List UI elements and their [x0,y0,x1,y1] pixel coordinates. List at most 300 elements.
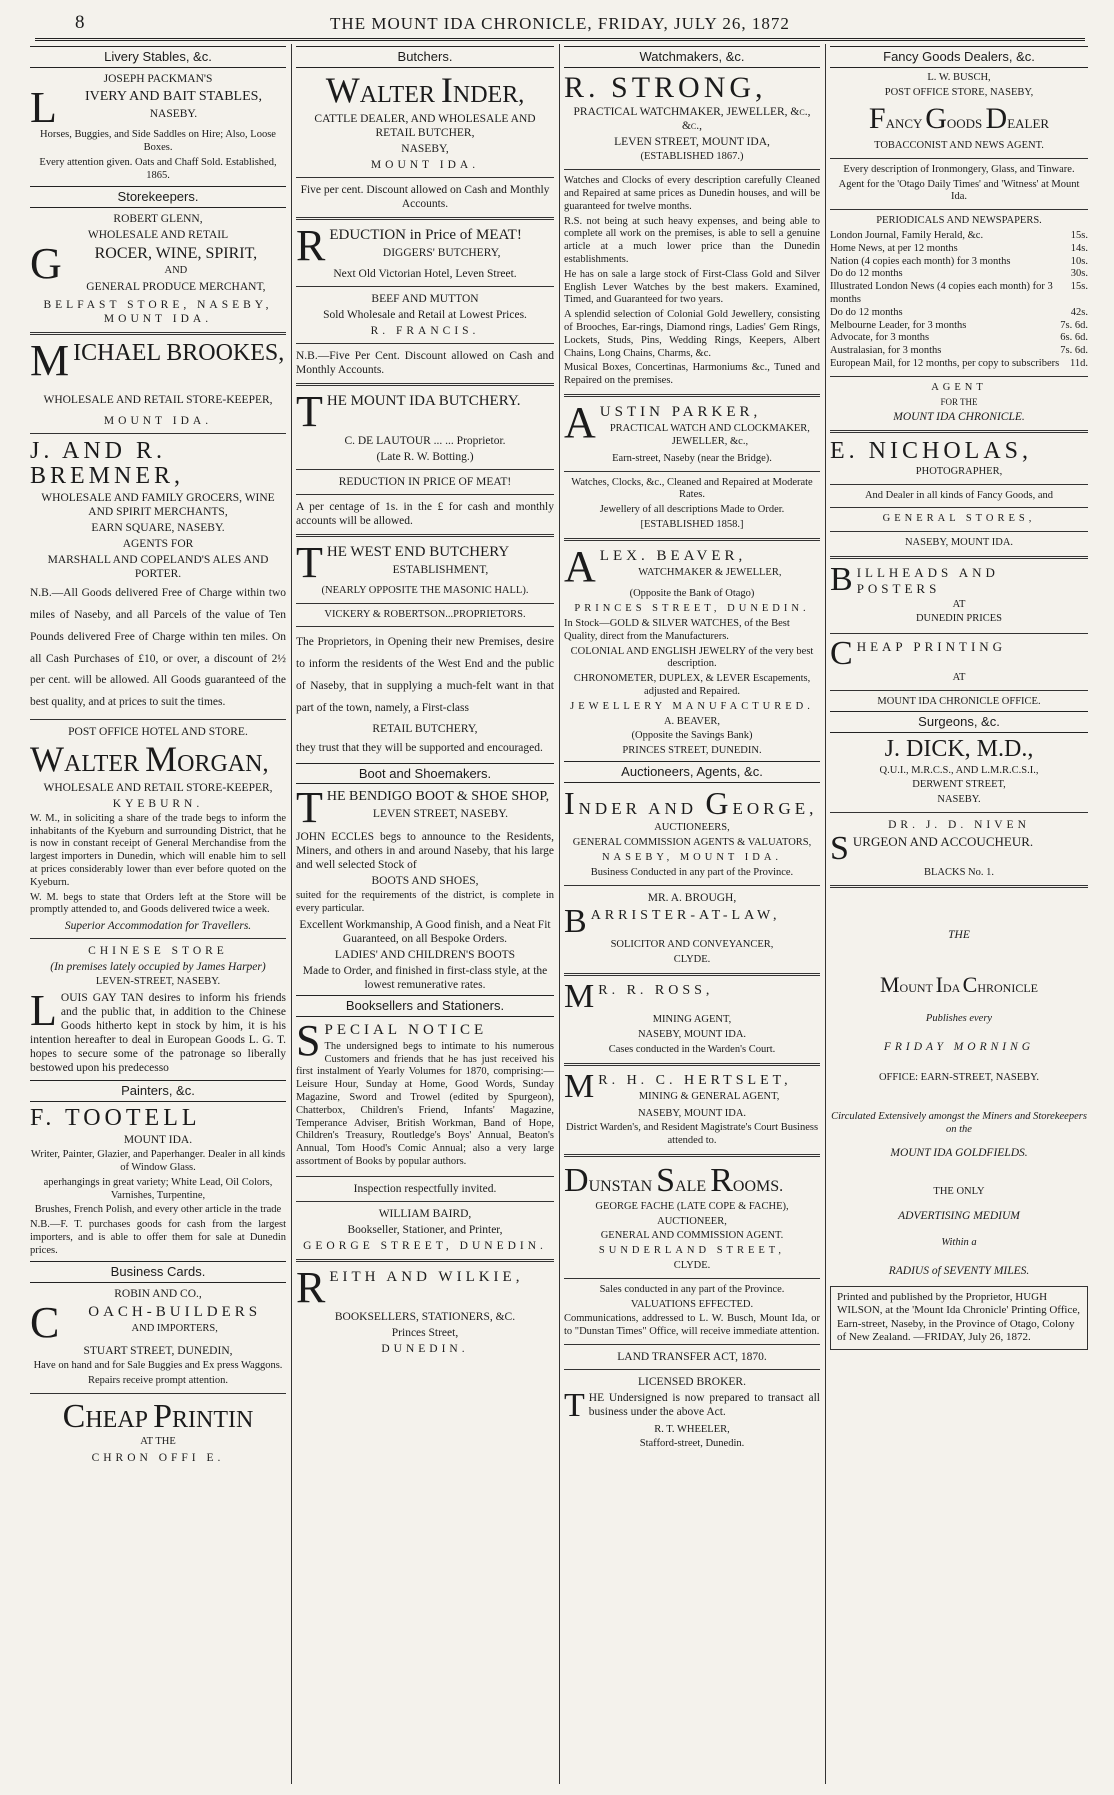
section-heading: Surgeons, &c. [830,711,1088,733]
ad-cheap-printing: CHEAP PRINTIN AT THE CHRON OFFI E. [30,1399,286,1466]
ad-line: (ESTABLISHED 1867.) [640,151,744,163]
ad-line: ROBIN AND CO., [114,1287,202,1300]
ad-line: LEVEN STREET, MOUNT IDA, [614,136,770,149]
ad-line: GENERAL STORES, [882,513,1036,525]
ad-dunstan: DUNSTAN SALE ROOMS. GEORGE FACHE (LATE COPE & FACHE), AUCTIONEER, GENERAL AND COMMISSION AGENT. SUNDERLAND STREET, CLYDE. Sales conducted in any part of the Province. VALUATIONS EFFECTED. Communications, addressed to L. W. Busch, Mount Ida, or to "Dunstan Times" Office, will receive immediate attention. [564,1162,820,1338]
ad-line: SOLICITOR AND CONVEYANCER, [610,939,774,951]
price-value: 7s. 6d. [1060,319,1088,331]
ad-line: BOOTS AND SHOES, [371,875,479,888]
price-row [830,281,1088,307]
ad-line: AT THE [140,1436,176,1448]
ad-line: SUNDERLAND STREET, [598,1245,786,1257]
ad-text: Jewellery of all descriptions Made to Order. [599,504,785,516]
ad-text: Excellent Workmanship, A Good finish, and a Neat Fit Guaranteed, on all Bespoke Orders. [299,918,551,945]
ad-line: LICENSED BROKER. [638,1375,746,1388]
drop-cap: M [564,977,595,1015]
ad-cheap-printing-office [830,635,1088,708]
drop-cap: M [564,1067,595,1105]
ad-line: CHRON OFFI E. [91,1452,225,1465]
ad-morgan: POST OFFICE HOTEL AND STORE. WALTER MORGAN, WHOLESALE AND RETAIL STORE-KEEPER, KYEBURN. W. M., in soliciting a share of the trade begs to inform the inhabitants of the Kyeburn and surrounding District, that he is now in constant receipt of General Merchandise from the largest importers in Dunedin, which will enable him to sell at prices considerably lower than ever before quoted on the Kyeburn. W. M. begs to state that Orders left at the Store will be promptly attended to, and Goods delivered twice a week. Superior Accommodation for Travellers. [30,726,286,933]
ad-packman [30,72,286,183]
ad-line: ADVERTISING MEDIUM [898,1210,1020,1223]
ad-nicholas [830,439,1088,550]
ad-title: EALER [1007,116,1050,132]
price-value: 15s. [1070,281,1088,293]
section-heading: Auctioneers, Agents, &c. [564,761,820,783]
ad-strong [564,72,820,388]
ad-line: GEORGE STREET, DUNEDIN. [303,1239,547,1252]
ad-line: LAND TRANSFER ACT, 1870. [617,1350,767,1363]
ad-title: R. R. ROSS, [598,982,714,998]
ad-text: Have on hand and for Sale Buggies and Ex press Waggons. [33,1360,283,1372]
ad-title: EITH AND WILKIE, [329,1268,524,1285]
price-value: 42s. [1070,306,1088,318]
ad-inder-george: INDER AND GEORGE, AUCTIONEERS, GENERAL COMMISSION AGENTS & VALUATORS, NASEBY, MOUNT IDA. Business Conducted in any part of the Province. [564,787,820,880]
ad-line: VICKERY & ROBERTSON...PROPRIETORS. [324,608,526,620]
ad-line: DR. J. D. NIVEN [888,818,1030,831]
price-list [830,230,1088,371]
ad-line: KYEBURN. [112,797,204,810]
drop-cap: T [564,1386,585,1424]
ad-line: NASEBY, MOUNT IDA. [637,1107,747,1119]
ad-line: TOBACCONIST AND NEWS AGENT. [874,140,1044,152]
ad-west-end-butchery [296,538,554,759]
ad-line: STUART STREET, DUNEDIN, [83,1345,233,1358]
ad-title: HE BENDIGO BOOT & SHOE SHOP, [326,789,550,805]
ad-line: CATTLE DEALER, AND WHOLESALE AND RETAIL BUTCHER, [314,112,536,139]
price-row [830,358,1088,371]
ad-line: [ESTABLISHED 1858.] [640,519,744,531]
ad-line: POST OFFICE STORE, NASEBY, [884,86,1034,98]
ad-line: REDUCTION IN PRICE OF MEAT! [338,476,512,489]
ad-text: Agent for the 'Otago Daily Times' and 'Witness' at Mount Ida. [838,178,1080,203]
ad-line: THE ONLY [933,1186,985,1198]
ad-line: WILLIAM BAIRD, [378,1207,472,1220]
ad-title: HE WEST END BUTCHERY [326,544,510,561]
periodicals-list [830,215,1088,371]
ad-line: MINING & GENERAL AGENT, [638,1090,780,1102]
ad-land-transfer [564,1350,820,1451]
ad-title: URGEON AND ACCOUCHEUR. [852,833,1034,849]
ad-title: HE MOUNT IDA BUTCHERY. [326,393,521,410]
ad-baird [296,1015,554,1253]
list-heading: PERIODICALS AND NEWSPAPERS. [876,215,1042,227]
section-heading: Business Cards. [30,1261,286,1283]
ad-line: Bookseller, Stationer, and Printer, [347,1223,503,1236]
ad-reith-wilkie [296,1262,554,1356]
ad-text: Made to Order, and finished in first-class style, at the lowest remunerative rates. [302,964,548,991]
ad-line: WHOLESALE AND RETAIL STORE-KEEPER, [43,393,273,406]
ad-text: Communications, addressed to L. W. Busch, Mount Ida, or to "Dunstan Times" Office, will receive immediate attention. [564,1313,820,1338]
ad-title: ICHAEL BROOKES, [73,339,285,366]
price-value: 30s. [1070,268,1088,280]
ad-line: AGENTS FOR [122,537,194,550]
ad-title: NDER, [452,81,525,108]
ad-line: Next Old Victorian Hotel, Leven Street. [333,268,517,281]
ad-line: NASEBY, [401,142,449,155]
ad-title: NDER AND [578,798,698,818]
price-row [830,256,1088,269]
ad-text: In Stock—GOLD & SILVER WATCHES, of the Best Quality, direct from the Manufacturers. [564,618,790,642]
price-item: Illustrated London News (4 copies each month) for 3 months [830,281,1053,306]
section-heading: Booksellers and Stationers. [296,995,554,1017]
masthead-title: THE MOUNT IDA CHRONICLE, FRIDAY, JULY 26, 1872 [330,14,790,33]
ad-line: DERWENT STREET, [912,779,1006,791]
ad-text: Horses, Buggies, and Side Saddles on Hire; Also, Loose Boxes. [40,129,276,154]
ad-title: ROCER, WINE, SPIRIT, [94,244,258,262]
drop-cap: T [296,783,323,833]
ad-line: DUNEDIN PRICES [915,613,1003,625]
price-value: 10s. [1070,255,1088,267]
ad-text: Superior Accommodation for Travellers. [64,920,252,933]
ad-line: (Opposite the Savings Bank) [631,730,753,742]
price-value: 6s. 6d. [1060,332,1088,344]
ad-title: HEAP [85,1406,148,1433]
ad-title: OACH-BUILDERS [88,1303,262,1320]
ad-text: And Dealer in all kinds of Fancy Goods, and [864,489,1054,501]
ad-text: OUIS GAY TAN desires to inform his friends and the public that, in addition to the Chinese Goods hitherto kept in stock by him, it is his intention hereafter to deal in European Goods L. G. T. hopes to secure some of the patronage so liberally bestowed upon his predecesso [30,992,286,1075]
ad-text: COLONIAL AND ENGLISH JEWELRY of the very best description. [570,645,814,670]
ad-text: suited for the requirements of the district, is complete in every particular. [296,890,554,914]
ad-niven [830,818,1088,879]
ad-line: MARSHALL AND COPELAND'S ALES AND PORTER. [47,553,269,580]
ad-line: Q.U.I., M.R.C.S., AND L.M.R.C.S.I., [879,764,1039,776]
ad-text: He has on sale a large stock of First-Class Gold and Silver English Lever Watches by the best makers. Examined, Timed, and Guaranteed for two years. [564,268,820,306]
ad-text: Circulated Extensively amongst the Miners and Storekeepers on the [831,1110,1087,1135]
ad-text: Repairs receive prompt attention. [88,1374,228,1386]
ad-line: AUCTIONEERS, [654,822,730,834]
ad-line: NASEBY, MOUNT IDA. [601,852,783,864]
ad-line: MOUNT IDA. [103,414,213,427]
drop-cap: A [564,397,596,447]
ad-text: Watches and Clocks of every description carefully Cleaned and Repaired at same prices as Dunedin houses, and will be guaranteed for twelve months. [564,175,820,212]
ad-line: MOUNT IDA. [123,1134,193,1147]
ad-line: CLYDE. [673,1259,711,1271]
price-item: London Journal, Family Herald, &c. [830,230,984,242]
ad-line: GENERAL COMMISSION AGENTS & VALUATORS, [572,837,812,849]
ad-line: LADIES' AND CHILDREN'S BOOTS [334,948,516,961]
ad-line: (NEARLY OPPOSITE THE MASONIC HALL). [321,584,529,596]
ad-line: AT [952,598,966,610]
ad-line: THE [948,929,970,942]
ad-text: HE Undersigned is now prepared to transact all business under the above Act. [588,1391,820,1418]
ad-line: Stafford-street, Dunedin. [639,1438,745,1450]
ad-line: BOOKSELLERS, STATIONERS, &C. [334,1310,516,1323]
ad-line: GENERAL AND COMMISSION AGENT. [600,1230,784,1242]
section-heading: Fancy Goods Dealers, &c. [830,46,1088,68]
drop-cap: B [564,902,587,940]
ad-parker [564,397,820,532]
price-value: 15s. [1070,230,1088,242]
ad-text: JOHN ECCLES begs to announce to the Residents, Miners, and others in and around Naseby, that his large and well selected Stock of [296,830,554,872]
drop-cap: G [30,238,62,288]
ad-line: Earn-street, Naseby (near the Bridge). [612,452,772,464]
ad-title: OUNT [899,981,933,996]
ad-beaver [564,541,820,758]
ad-line: MOUNT IDA CHRONICLE OFFICE. [877,695,1041,707]
ad-text: Musical Boxes, Concertinas, Harmoniums &c., Tuned and Repaired on the premises. [564,362,820,387]
column-4 [830,44,1088,1784]
drop-cap: L [30,986,57,1036]
ad-line: JEWELLERY MANUFACTURED. [570,700,814,712]
ad-line: MOUNT IDA. [370,158,480,171]
ad-title: J. AND R. BREMNER, [30,437,185,489]
drop-cap: C [30,1297,60,1347]
drop-cap: L [30,82,57,132]
price-item: Nation (4 copies each month) for 3 months [830,255,1011,267]
ad-chinese-store [30,944,286,1077]
ad-title: ALE [675,1178,707,1196]
ad-text: The undersigned begs to intimate to his numerous Customers and friends that he has just received his first instalment of Yearly Volumes for 1870, comprising:—Leisure Hour, Sunday at Home, Good Words, Sunday Magazine, Sword and Trowel (edited by Spurgeon), Chatterbox, Children's Friend, Infants' Magazine, Temperance Adviser, British Workman, Band of Hope, Children's Treasury, Routledge's Boys' Annual, Beaton's Annual, Tom Hood's Comic Annual; also a very large assortment of Books by popular authors. [296,1040,554,1168]
price-row [830,230,1088,243]
price-row [830,345,1088,358]
ad-line: ESTABLISHMENT, [392,564,489,577]
ad-line: ROBERT GLENN, [113,212,203,225]
ad-text: Brushes, French Polish, and every other article in the trade [34,1204,282,1216]
ad-line: AGENT [931,381,987,393]
ad-line: C. DE LAUTOUR ... ... Proprietor. [344,435,506,448]
ad-billheads [830,560,1088,628]
imprint: Printed and published by the Proprietor, HUGH WILSON, at the 'Mount Ida Chronicle' Printing Office, Earn-street, Naseby, in the Province of Otago, Colony of New Zealand. —FRIDAY, July 26, 1872. [830,1286,1088,1350]
ad-line: AUCTIONEER, [657,1215,727,1227]
ad-text: R.S. not being at such heavy expenses, and being able to complete all work on the premises, is able to sell a genuine article at a much lower price than the Dunedin establishments. [564,215,820,265]
ad-line: WHOLESALE AND RETAIL [87,228,229,241]
ad-title: DA [942,981,960,996]
drop-cap: R [296,220,326,270]
column-rule [291,44,292,1784]
ad-title: ILLHEADS AND POSTERS [856,564,999,596]
drop-cap: T [296,538,323,588]
ad-dick [830,737,1088,807]
ad-tootell [30,1106,286,1258]
price-row [830,243,1088,256]
ad-title: J. DICK, M.D., [884,736,1034,763]
ad-line: L. W. BUSCH, [927,71,991,83]
ad-bendigo [296,783,554,991]
section-heading: Storekeepers. [30,186,286,208]
ad-line: WHOLESALE AND RETAIL STORE-KEEPER, [43,781,273,794]
ad-line: Princes Street, [391,1326,459,1339]
ad-line: NASEBY. [937,794,981,806]
ad-title: R. STRONG, [564,70,767,104]
chronicle-notice: THE MOUNT IDA CHRONICLE Publishes every FRIDAY MORNING OFFICE: EARN-STREET, NASEBY. Circulated Extensively amongst the Miners and Storekeepers on the MOUNT IDA GOLDFIELDS. THE ONLY ADVERTISING MEDIUM Within a RADIUS of SEVENTY MILES. [831,929,1087,1277]
ad-text: CHRONOMETER, DUPLEX, & LEVER Escapements, adjusted and Repaired. [573,673,811,697]
ad-line: Publishes every [925,1013,993,1025]
ad-line: PRINCES STREET, DUNEDIN. [574,603,810,615]
ad-bremner [30,439,286,715]
ad-title: PECIAL NOTICE [324,1021,488,1038]
price-item: Do do 12 months [830,268,903,280]
price-value: 11d. [1070,358,1088,369]
ad-line: R. FRANCIS. [370,325,480,338]
drop-cap: C [830,635,853,673]
ad-line: JOSEPH PACKMAN'S [103,72,213,85]
ad-text: W. M., in soliciting a share of the trade begs to inform the inhabitants of the Kyeburn and surrounding District, that he is now in constant receipt of General Merchandise from the largest importers in Dunedin, which will enable him to sell at prices considerably lower than ever before quoted on the Kyeburn. [30,812,286,888]
drop-cap: R [296,1262,326,1312]
ad-brookes [30,335,286,428]
ad-line: OFFICE: EARN-STREET, NASEBY. [878,1071,1040,1083]
ad-line: PHOTOGRAPHER, [915,465,1003,477]
ad-line: LEVEN STREET, NASEBY. [372,808,508,821]
ad-title: R. H. C. HERTSLET, [598,1072,792,1088]
ad-line: FOR THE [940,396,978,407]
section-heading: Livery Stables, &c. [30,46,286,68]
ad-text: District Warden's, and Resident Magistrate's Court Business attended to. [565,1122,819,1147]
ad-line: GEORGE FACHE (LATE COPE & FACHE), [595,1200,789,1212]
ad-line: POST OFFICE HOTEL AND STORE. [68,726,248,739]
ad-title: USTIN PARKER, [599,403,762,420]
ad-line: NASEBY, MOUNT IDA. [904,537,1014,549]
ad-line: AND [164,265,188,277]
ad-line: BEEF AND MUTTON [371,293,479,306]
ad-line: WATCHMAKER & JEWELLER, [638,567,782,579]
ad-line: NASEBY. [149,107,198,120]
ad-line: EARN SQUARE, NASEBY. [91,521,225,534]
ad-line: PRACTICAL WATCHMAKER, JEWELLER, &c., &c., [573,106,811,133]
section-heading: Watchmakers, &c. [564,46,820,68]
drop-cap: B [830,560,853,598]
ad-title: F. TOOTELL [30,1105,201,1132]
ad-text: aperhangings in great variety; White Lead, Oil Colors, Varnishes, Turpentine, [43,1176,273,1201]
ad-title: E. NICHOLAS, [830,437,1032,464]
ad-line: CLYDE. [673,954,711,966]
ad-line: PRACTICAL WATCH AND CLOCKMAKER, JEWELLER, &c., [609,423,810,448]
ad-text: Watches, Clocks, &c., Cleaned and Repaired at Moderate Rates. [571,476,813,501]
section-heading: Painters, &c. [30,1080,286,1102]
ad-title: ARRISTER-AT-LAW, [590,907,781,923]
ad-line: BELFAST STORE, NASEBY, MOUNT IDA. [43,298,273,325]
ad-line: NASEBY, MOUNT IDA. [637,1029,747,1041]
ad-line: A. BEAVER, [663,715,721,727]
drop-cap: T [296,387,323,437]
column-rule [825,44,826,1784]
ad-text: Writer, Painter, Glazier, and Paperhanger. Dealer in all kinds of Window Glass. [30,1149,286,1174]
price-item: Melbourne Leader, for 3 months [830,319,967,331]
ad-line: Within a [941,1237,977,1249]
ad-line: DIGGERS' BUTCHERY, [382,247,501,260]
ad-text: they trust that they will be supported and encouraged. [296,741,543,754]
ad-line: (In premises lately occupied by James Harper) [50,961,266,974]
ad-text: A per centage of 1s. in the £ for cash and monthly accounts will be allowed. [296,501,554,528]
ad-line: MINING AGENT, [652,1014,732,1026]
drop-cap: M [30,335,70,385]
ad-line: BLACKS No. 1. [923,866,994,878]
ad-brough [564,891,820,967]
column-1 [30,44,286,1784]
ad-title: HEAP PRINTING [856,639,1007,655]
ad-line: AT [952,671,966,683]
ad-ross [564,977,820,1057]
ad-line: Sold Wholesale and Retail at Lowest Prices. [323,309,527,322]
ad-line: MOUNT IDA CHRONICLE. [893,410,1025,423]
ad-line: AND IMPORTERS, [131,1322,218,1334]
ad-text: The Proprietors, in Opening their new Premises, desire to inform the residents of the West End and the public of Naseby, that in supplying a much-felt want in that part of the town, namely, a First-class [296,636,554,714]
ad-inder: WALTER INDER, CATTLE DEALER, AND WHOLESALE AND RETAIL BUTCHER, NASEBY, MOUNT IDA. Five per cent. Discount allowed on Cash and Monthly Accounts. [296,72,554,211]
ad-title: ANCY [885,116,922,132]
ad-line: FRIDAY MORNING [883,1040,1035,1053]
price-row [830,268,1088,281]
masthead [35,8,1085,41]
ad-title: OOMS. [732,1178,784,1196]
ad-title: LEX. BEAVER, [599,547,747,564]
ad-text: Business Conducted in any part of the Province. [590,866,794,878]
columns [30,44,1088,1784]
ad-title: CHINESE STORE [88,945,228,958]
price-row [830,307,1088,320]
price-row [830,332,1088,345]
ad-text: N.B.—All Goods delivered Free of Charge within two miles of Naseby, and all Parcels of the value of Ten Pounds delivered Free of Charge within ten miles. On all Cash Purchases of £10, or over, a discount of 2½ per cent. will be allowed. All Goods guaranteed of the best quality, and at prices to suit the times. [30,586,286,709]
price-item: Australasian, for 3 months [830,345,942,357]
price-item: Home News, at per 12 months [830,242,958,254]
ad-line: R. T. WHEELER, [654,1423,730,1435]
ad-line: LEVEN-STREET, NASEBY. [95,976,221,988]
ad-text: Five per cent. Discount allowed on Cash and Monthly Accounts. [300,183,550,210]
ad-line: RADIUS of SEVENTY MILES. [888,1264,1030,1277]
drop-cap: A [564,541,596,591]
ad-mount-ida-butchery [296,387,554,528]
column-3 [564,44,820,1784]
ad-text: W. M. begs to state that Orders left at the Store will be promptly attended to, and Goods delivered twice a week. [30,891,286,916]
ad-line: (Late R. W. Botting.) [376,451,474,464]
price-value: 14s. [1070,242,1088,254]
ad-line: DUNEDIN. [381,1342,469,1355]
price-value: 7s. 6d. [1060,345,1088,357]
ad-title: IVERY AND BAIT STABLES, [84,88,262,104]
column-rule [559,44,560,1784]
section-heading: Butchers. [296,46,554,68]
ad-robin [30,1287,286,1388]
column-2 [296,44,554,1784]
ad-line: MOUNT IDA GOLDFIELDS. [890,1147,1028,1160]
section-heading: Boot and Shoemakers. [296,763,554,785]
ad-text: Every attention given. Oats and Chaff Sold. Established, 1865. [39,157,277,181]
ad-text: Sales conducted in any part of the Province. [599,1283,785,1295]
ad-text: N.B.—Five Per Cent. Discount allowed on Cash and Monthly Accounts. [296,350,554,377]
ad-title: HRONICLE [977,981,1039,996]
price-item: Do do 12 months [830,306,903,318]
ad-text: Every description of Ironmongery, Glass, and Tinware. [843,163,1075,175]
ad-title: UNSTAN [588,1178,653,1196]
drop-cap: S [830,829,849,867]
ad-diggers [296,220,554,378]
ad-title: ORGAN, [177,751,269,778]
ad-hertslet [564,1067,820,1148]
page-number: 8 [75,12,85,33]
agent-notice [830,382,1088,424]
ad-title: EORGE, [732,798,818,818]
ad-line: MR. A. BROUGH, [647,891,737,904]
ad-line: GENERAL PRODUCE MERCHANT, [86,280,266,293]
ad-title: RINTIN [172,1406,254,1433]
price-item: Advocate, for 3 months [830,332,930,344]
ad-line: Inspection respectfully invited. [353,1182,497,1195]
drop-cap: S [296,1015,321,1065]
ad-text: N.B.—F. T. purchases goods for cash from the largest importers, and is able to offer them for sale at Dunedin prices. [30,1219,286,1256]
ad-title: ALTER [359,81,435,108]
ad-title: ALTER [63,751,140,778]
ad-text: A splendid selection of Colonial Gold Jewellery, consisting of Brooches, Ear-rings, Diamond rings, Ladies' Gem Rings, Lockets, Studs, Pins, Wedding Rings, Keepers, Albert Chains, Long Chains, Charms, &c. [564,309,820,359]
ad-line: RETAIL BUTCHERY, [372,722,478,735]
price-item: European Mail, for 12 months, per copy to subscribers [830,358,1060,369]
price-row [830,320,1088,333]
ad-glenn [30,212,286,326]
ad-title: OODS [946,116,983,132]
ad-line: WHOLESALE AND FAMILY GROCERS, WINE AND SPIRIT MERCHANTS, [41,491,275,518]
ad-title: EDUCTION in Price of MEAT! [329,226,522,243]
ad-text: Cases conducted in the Warden's Court. [608,1044,776,1056]
ad-line: VALUATIONS EFFECTED. [630,1298,754,1310]
ad-busch: L. W. BUSCH, POST OFFICE STORE, NASEBY, FANCY GOODS DEALER TOBACCONIST AND NEWS AGENT. Every description of Ironmongery, Glass, and Tinware. Agent for the 'Otago Daily Times' and 'Witness' at Mount Ida. [830,72,1088,204]
